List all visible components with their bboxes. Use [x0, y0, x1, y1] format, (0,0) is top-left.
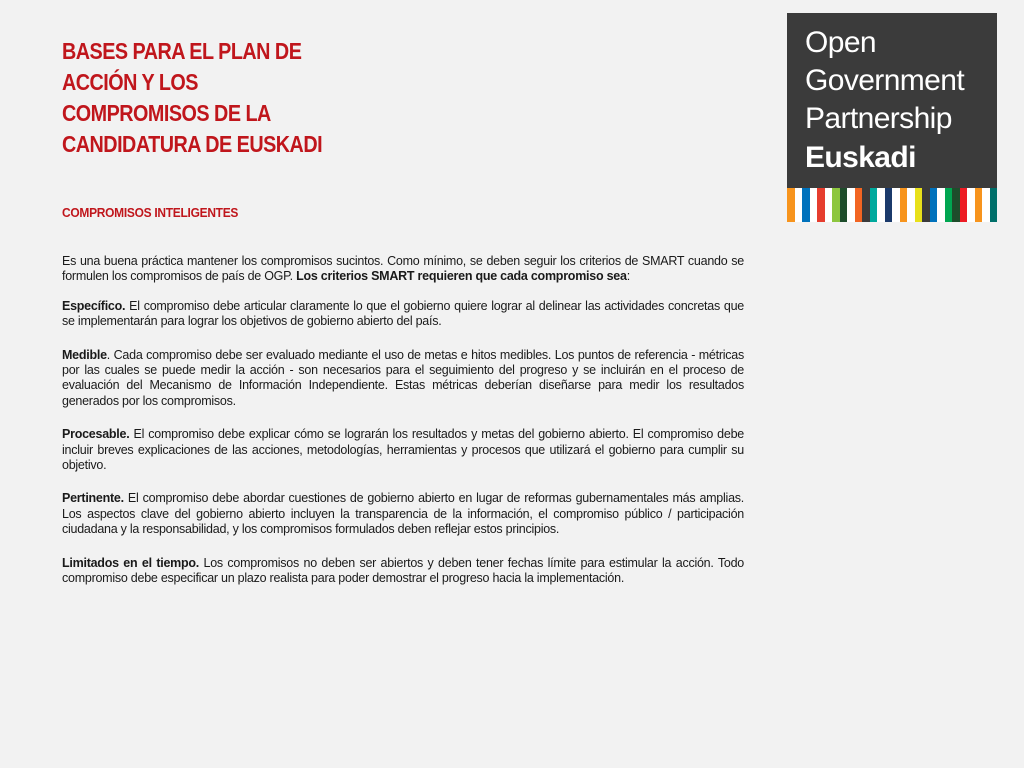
criterion-term: Procesable.	[62, 427, 130, 442]
logo-stripe	[832, 188, 840, 222]
logo-stripe	[787, 188, 795, 222]
criterion-text: . Cada compromiso debe ser evaluado mediante el uso de metas e hitos medibles. Los puntos de referencia - métricas por las cuales se puede medir la acción - son necesarios para el seguimiento del progreso y se incluirán en el proceso de evaluación del Mecanismo de Información Independiente. Estas métricas deberían diseñarse para medir los resultados generados por los compromisos.	[62, 347, 744, 408]
logo-line-partnership: Partnership	[805, 102, 952, 135]
logo-stripe	[945, 188, 953, 222]
criterion-actionable	[62, 427, 744, 473]
logo-stripe	[877, 188, 885, 222]
logo-line-open: Open	[805, 26, 876, 59]
intro-paragraph	[62, 254, 744, 285]
logo-stripe	[795, 188, 803, 222]
logo-stripe	[930, 188, 938, 222]
criterion-relevant	[62, 491, 744, 537]
logo-stripe	[922, 188, 930, 222]
logo-stripe	[900, 188, 908, 222]
logo-line-euskadi: Euskadi	[805, 141, 916, 174]
criterion-text: El compromiso debe explicar cómo se lograrán los resultados y metas del gobierno abierto. El compromiso debe incluir breves explicaciones de las acciones, metodologías, herramientas y procesos que utilizará el gobierno para cumplir su objetivo.	[62, 427, 744, 473]
logo-stripe	[975, 188, 983, 222]
intro-end: :	[626, 269, 630, 284]
slide-title: BASES PARA EL PLAN DE ACCIÓN Y LOS COMPROMISOS DE LA CANDIDATURA DE EUSKADI	[62, 38, 323, 157]
logo-stripe	[915, 188, 923, 222]
logo-stripe	[892, 188, 900, 222]
logo-stripe	[937, 188, 945, 222]
logo-stripe	[847, 188, 855, 222]
logo-stripe	[862, 188, 870, 222]
logo-stripe	[960, 188, 968, 222]
logo-color-stripes	[787, 188, 997, 222]
criterion-term: Pertinente.	[62, 491, 124, 506]
criterion-text: El compromiso debe articular claramente lo que el gobierno quiere lograr al delinear las actividades concretas que se implementarán para lograr los objetivos de gobierno abierto del país.	[62, 298, 744, 329]
criterion-term: Medible	[62, 347, 107, 362]
logo-stripe	[907, 188, 915, 222]
criterion-text: El compromiso debe abordar cuestiones de gobierno abierto en lugar de reformas gubernamentales más amplias. Los aspectos clave del gobierno abierto incluyen la transparencia de la información, el compromiso público / participación ciudadana y la responsabilidad, y los compromisos formulados deben reflejar estos principios.	[62, 491, 744, 537]
logo-stripe	[802, 188, 810, 222]
logo-stripe	[870, 188, 878, 222]
section-subtitle: COMPROMISOS INTELIGENTES	[62, 205, 239, 220]
intro-bold-text: Los criterios SMART requieren que cada compromiso sea	[296, 269, 627, 284]
logo-stripe	[990, 188, 998, 222]
criterion-time-bound	[62, 556, 744, 587]
logo-stripe	[817, 188, 825, 222]
slide-body	[62, 254, 744, 605]
criterion-term: Limitados en el tiempo.	[62, 555, 200, 570]
logo-stripe	[952, 188, 960, 222]
logo-stripe	[967, 188, 975, 222]
criterion-measurable	[62, 348, 744, 410]
criterion-term: Específico.	[62, 298, 126, 313]
criterion-specific	[62, 299, 744, 330]
logo-stripe	[825, 188, 833, 222]
logo-stripe	[982, 188, 990, 222]
logo-stripe	[840, 188, 848, 222]
ogp-euskadi-logo	[787, 13, 997, 188]
criterion-text: Los compromisos no deben ser abiertos y deben tener fechas límite para estimular la acción. Todo compromiso debe especificar un plazo realista para poder demostrar el progreso hacia la implementación.	[62, 555, 744, 586]
logo-stripe	[810, 188, 818, 222]
logo-line-government: Government	[805, 64, 965, 97]
intro-text: Es una buena práctica mantener los compromisos sucintos. Como mínimo, se deben seguir los criterios de SMART cuando se formulen los compromisos de país de OGP.	[62, 254, 744, 284]
logo-stripe	[885, 188, 893, 222]
logo-stripe	[855, 188, 863, 222]
